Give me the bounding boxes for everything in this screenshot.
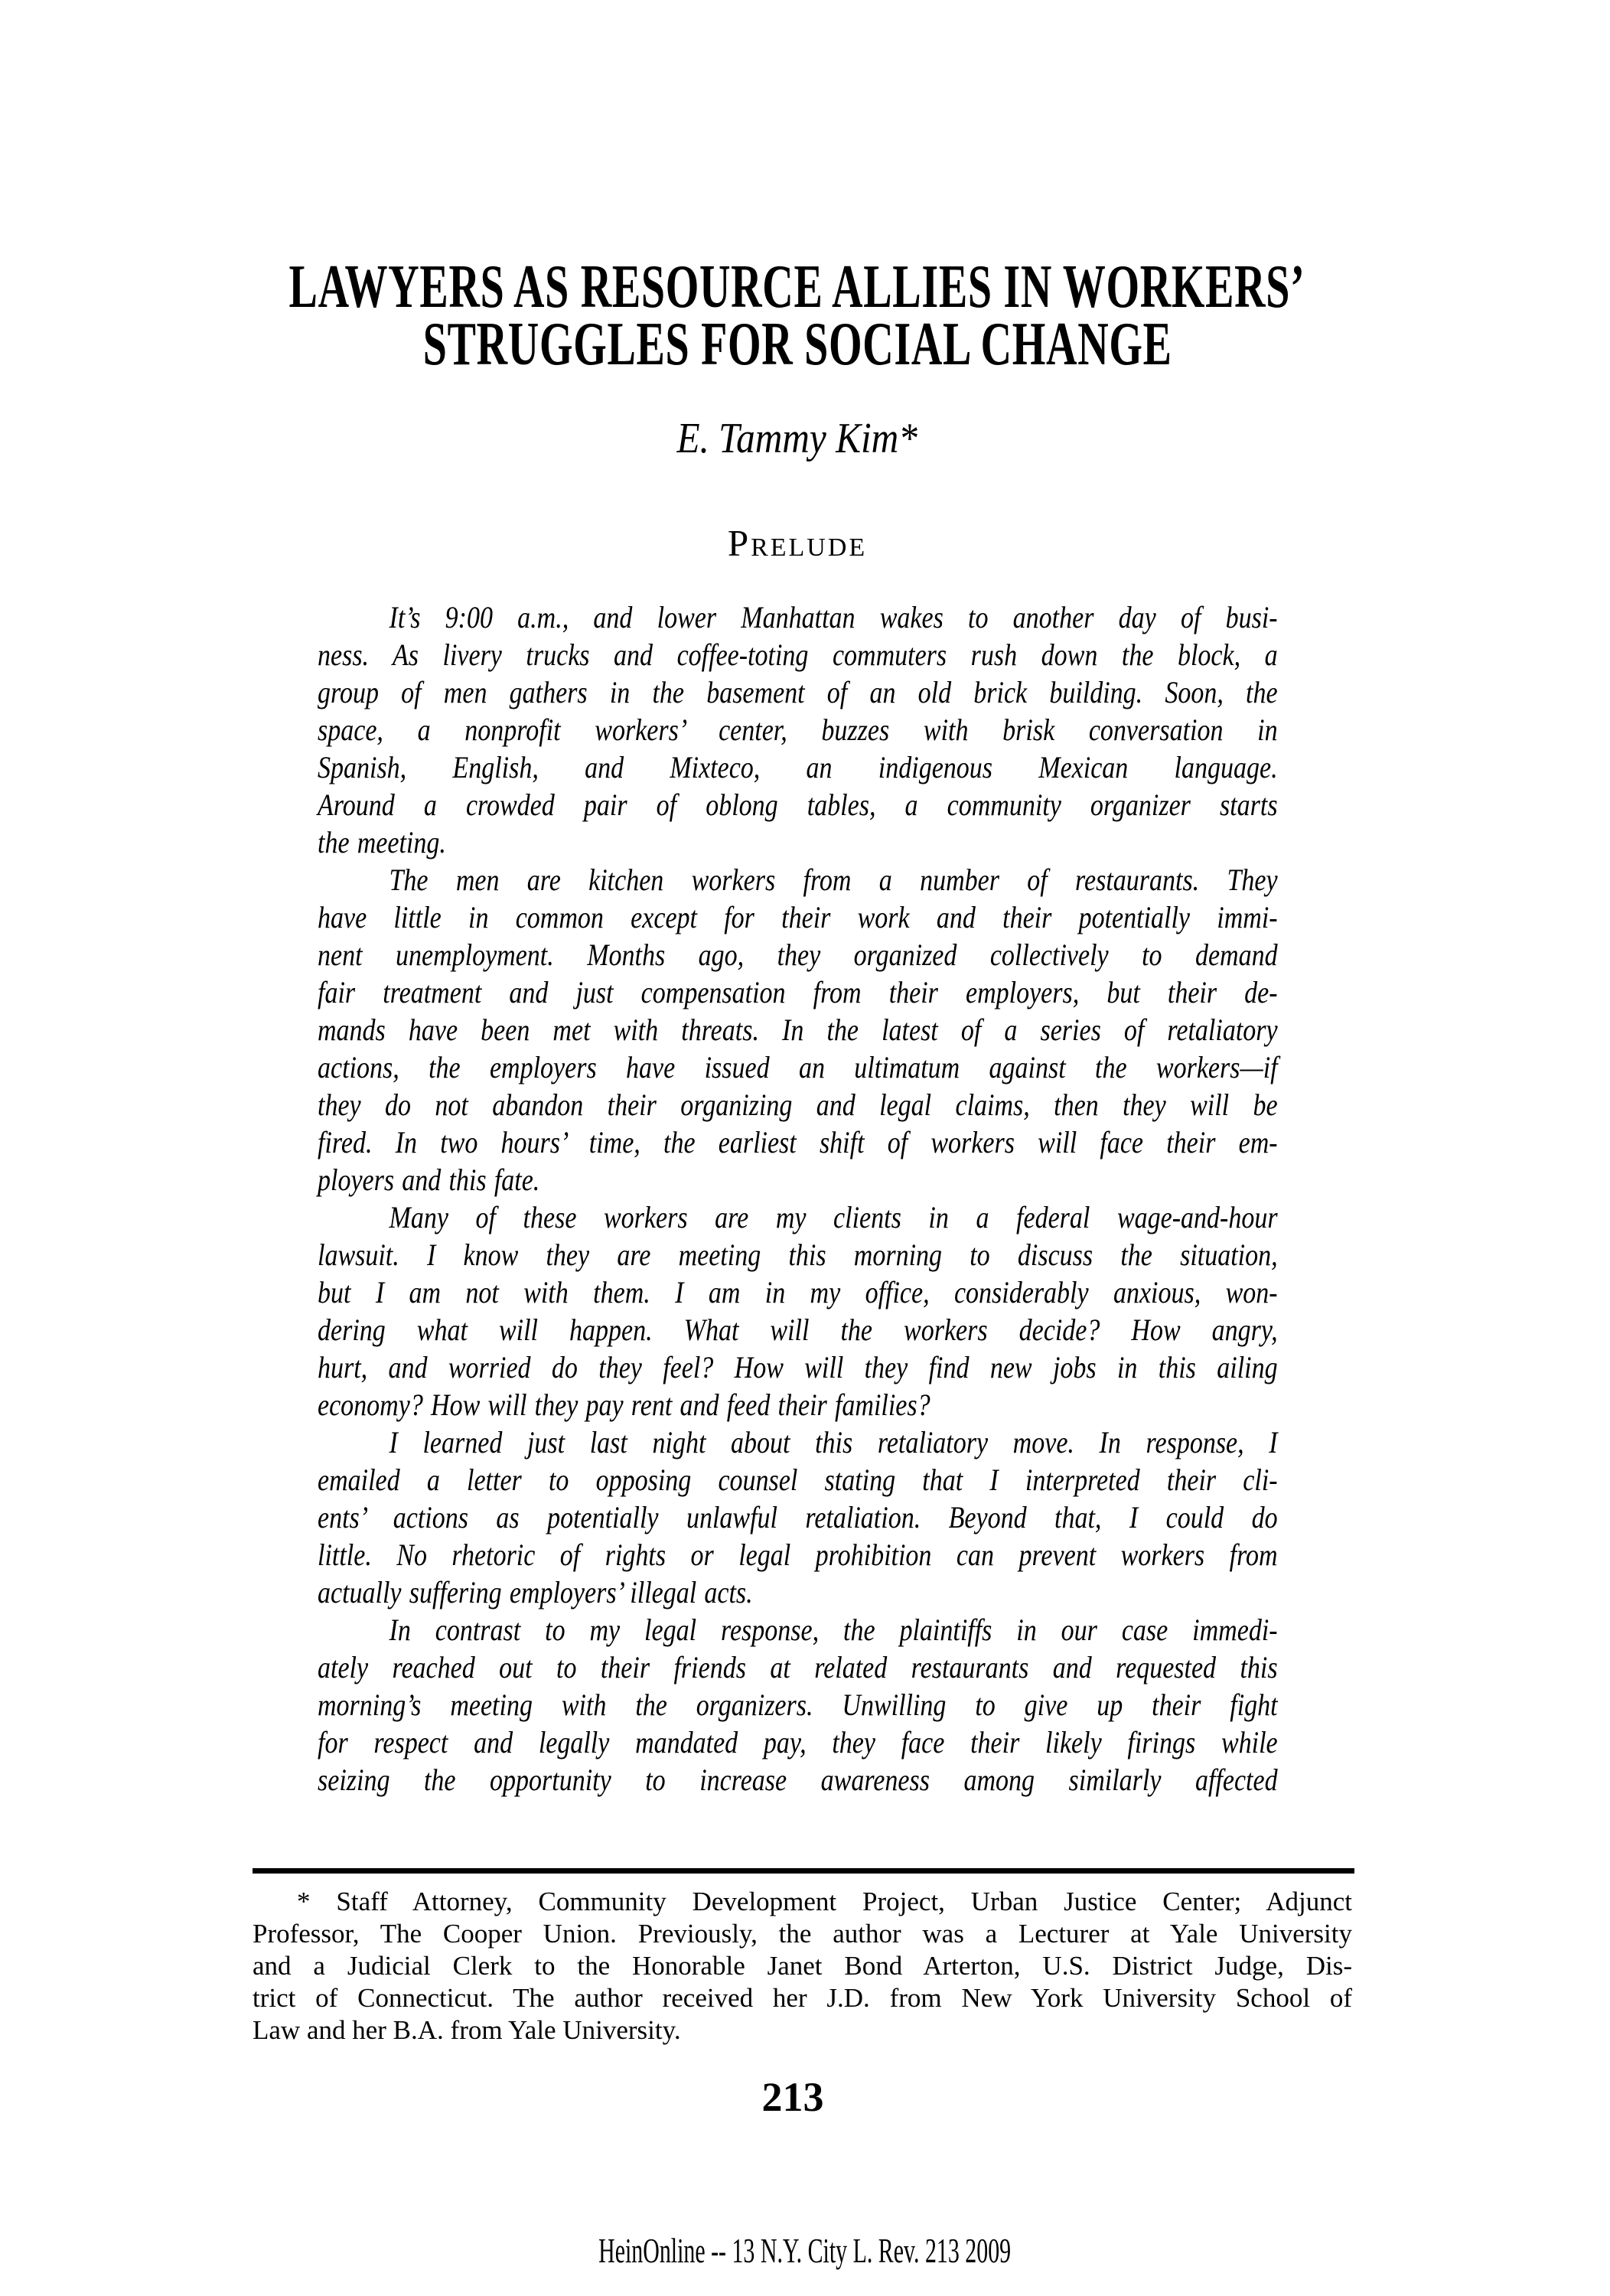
body-line: In contrast to my legal response, the plaintiffs in our case immedi- (389, 1613, 1278, 1647)
body-line: fired. In two hours’ time, the earliest shift of workers will face their em- (318, 1125, 1278, 1159)
body-line: mands have been met with threats. In the latest of a series of retaliatory (318, 1013, 1278, 1047)
body-line: ents’ actions as potentially unlawful retaliation. Beyond that, I could do (318, 1500, 1278, 1534)
body-line: actions, the employers have issued an ultimatum against the workers—if (318, 1050, 1278, 1084)
prelude-body (318, 598, 1278, 1799)
body-line: they do not abandon their organizing and legal claims, then they will be (318, 1088, 1278, 1122)
body-line: but I am not with them. I am in my office, considerably anxious, won- (318, 1275, 1278, 1309)
article-title (0, 253, 1595, 378)
body-line: It’s 9:00 a.m., and lower Manhattan wakes to another day of busi- (389, 600, 1278, 634)
article-title-line-1: LAWYERS AS RESOURCE ALLIES IN WORKERS’ (289, 253, 1305, 321)
footnote-line: and a Judicial Clerk to the Honorable Janet Bond Arterton, U.S. District Judge, Dis- (253, 1951, 1352, 1981)
prelude-paragraph (318, 598, 1278, 861)
prelude-paragraph (318, 861, 1278, 1199)
section-heading-prelude: Prelude (727, 522, 868, 564)
body-line: the meeting. (318, 825, 446, 859)
footnote-rule (253, 1868, 1354, 1874)
body-line: lawsuit. I know they are meeting this morning to discuss the situation, (318, 1238, 1278, 1272)
prelude-paragraph (318, 1611, 1278, 1799)
body-line: The men are kitchen workers from a number of restaurants. They (389, 863, 1278, 897)
body-line: ployers and this fate. (318, 1163, 540, 1197)
body-line: little. No rhetoric of rights or legal prohibition can prevent workers from (318, 1538, 1278, 1572)
body-line: emailed a letter to opposing counsel stating that I interpreted their cli- (318, 1463, 1278, 1497)
body-line: dering what will happen. What will the workers decide? How angry, (318, 1313, 1278, 1347)
page-number: 213 (761, 2074, 824, 2120)
body-line: hurt, and worried do they feel? How will they find new jobs in this ailing (318, 1350, 1278, 1384)
body-line: space, a nonprofit workers’ center, buzzes with brisk conversation in (318, 713, 1278, 747)
body-line: Spanish, English, and Mixteco, an indigenous Mexican language. (318, 750, 1278, 784)
body-line: nent unemployment. Months ago, they organized collectively to demand (318, 938, 1278, 972)
prelude-paragraph (318, 1199, 1278, 1424)
body-line: ness. As livery trucks and coffee-toting commuters rush down the block, a (318, 638, 1278, 672)
body-line: Around a crowded pair of oblong tables, a community organizer starts (318, 788, 1278, 822)
footer-citation: HeinOnline -- 13 N.Y. City L. Rev. 213 2009 (598, 2231, 1012, 2270)
author-byline: E. Tammy Kim* (676, 415, 918, 462)
body-line: economy? How will they pay rent and feed their families? (318, 1388, 930, 1422)
body-line: for respect and legally mandated pay, they face their likely firings while (318, 1725, 1278, 1760)
body-line: I learned just last night about this retaliatory move. In response, I (389, 1425, 1278, 1459)
footnote-line: trict of Connecticut. The author received her J.D. from New York University School of (253, 1983, 1352, 2013)
body-line: ately reached out to their friends at related restaurants and requested this (318, 1650, 1278, 1684)
footnote-line: * Staff Attorney, Community Development Project, Urban Justice Center; Adjunct (297, 1887, 1352, 1916)
footnote (253, 1886, 1352, 2047)
article-title-line-2: STRUGGLES FOR SOCIAL CHANGE (422, 311, 1172, 378)
body-line: seizing the opportunity to increase awareness among similarly affected (318, 1763, 1278, 1797)
body-line: actually suffering employers’ illegal acts. (318, 1575, 753, 1609)
body-line: have little in common except for their work and their potentially immi- (318, 900, 1278, 934)
body-line: group of men gathers in the basement of an old brick building. Soon, the (318, 675, 1278, 709)
footnote-line: Law and her B.A. from Yale University. (253, 2015, 681, 2045)
body-line: fair treatment and just compensation from their employers, but their de- (318, 975, 1278, 1009)
prelude-paragraph (318, 1424, 1278, 1611)
body-line: Many of these workers are my clients in a federal wage-and-hour (389, 1200, 1278, 1234)
footnote-line: Professor, The Cooper Union. Previously, the author was a Lecturer at Yale University (253, 1919, 1352, 1949)
body-line: morning’s meeting with the organizers. Unwilling to give up their fight (318, 1688, 1278, 1722)
